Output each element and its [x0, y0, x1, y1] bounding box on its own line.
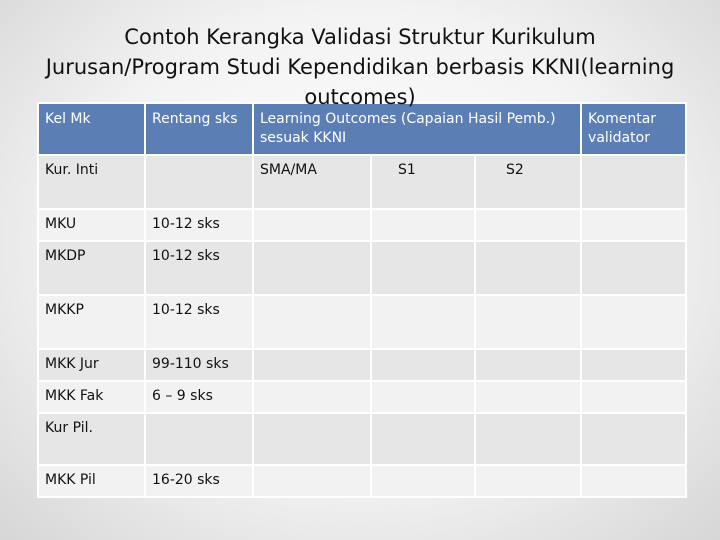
cell-sks: 16-20 sks — [145, 465, 253, 497]
cell-empty — [581, 381, 686, 413]
slide-title — [20, 22, 700, 112]
cell-kel-mk: Kur Pil. — [38, 413, 145, 465]
cell-empty — [145, 155, 253, 209]
cell-empty — [475, 295, 581, 349]
cell-empty — [475, 241, 581, 295]
cell-empty — [475, 381, 581, 413]
table-row — [38, 413, 686, 465]
cell-kel-mk: MKK Pil — [38, 465, 145, 497]
cell-empty — [371, 209, 475, 241]
table-row — [38, 241, 686, 295]
header-komentar-validator: Komentar validator — [581, 103, 686, 155]
cell-empty — [371, 295, 475, 349]
cell-kel-mk: MKDP — [38, 241, 145, 295]
cell-empty — [581, 295, 686, 349]
cell-empty — [371, 413, 475, 465]
cell-sks: 10-12 sks — [145, 241, 253, 295]
header-learning-outcomes: Learning Outcomes (Capaian Hasil Pemb.) sesuak KKNI — [253, 103, 581, 155]
cell-empty — [253, 413, 371, 465]
title-line-2: Jurusan/Program Studi Kependidikan berbasis KKNI(learning — [45, 55, 675, 79]
cell-empty — [371, 381, 475, 413]
table-row — [38, 295, 686, 349]
cell-empty — [581, 155, 686, 209]
cell-empty — [475, 465, 581, 497]
table-row — [38, 381, 686, 413]
cell-empty — [475, 413, 581, 465]
cell-sma-ma: SMA/MA — [253, 155, 371, 209]
cell-empty — [253, 209, 371, 241]
title-line-3: outcomes) — [304, 85, 416, 109]
table-row — [38, 349, 686, 381]
cell-sks — [145, 413, 253, 465]
cell-kel-mk: MKKP — [38, 295, 145, 349]
cell-empty — [581, 241, 686, 295]
cell-kel-mk: MKK Fak — [38, 381, 145, 413]
cell-s2: S2 — [475, 155, 581, 209]
cell-empty — [475, 349, 581, 381]
cell-kel-mk: MKK Jur — [38, 349, 145, 381]
cell-s1: S1 — [371, 155, 475, 209]
cell-kel-mk: MKU — [38, 209, 145, 241]
title-line-1: Contoh Kerangka Validasi Struktur Kurikulum — [124, 25, 596, 49]
cell-empty — [253, 349, 371, 381]
cell-empty — [253, 295, 371, 349]
cell-sks: 10-12 sks — [145, 295, 253, 349]
cell-empty — [581, 413, 686, 465]
header-rentang-sks: Rentang sks — [145, 103, 253, 155]
cell-empty — [371, 241, 475, 295]
cell-empty — [475, 209, 581, 241]
cell-sks: 99-110 sks — [145, 349, 253, 381]
header-kel-mk: Kel Mk — [38, 103, 145, 155]
cell-empty — [253, 465, 371, 497]
table-row — [38, 465, 686, 497]
cell-empty — [581, 209, 686, 241]
cell-sks: 6 – 9 sks — [145, 381, 253, 413]
cell-empty — [581, 349, 686, 381]
table-row — [38, 209, 686, 241]
curriculum-validation-table — [37, 102, 687, 498]
cell-kur-inti: Kur. Inti — [38, 155, 145, 209]
table-subheader-row — [38, 155, 686, 209]
cell-empty — [581, 465, 686, 497]
cell-empty — [371, 349, 475, 381]
cell-empty — [371, 465, 475, 497]
cell-empty — [253, 241, 371, 295]
cell-empty — [253, 381, 371, 413]
cell-sks: 10-12 sks — [145, 209, 253, 241]
